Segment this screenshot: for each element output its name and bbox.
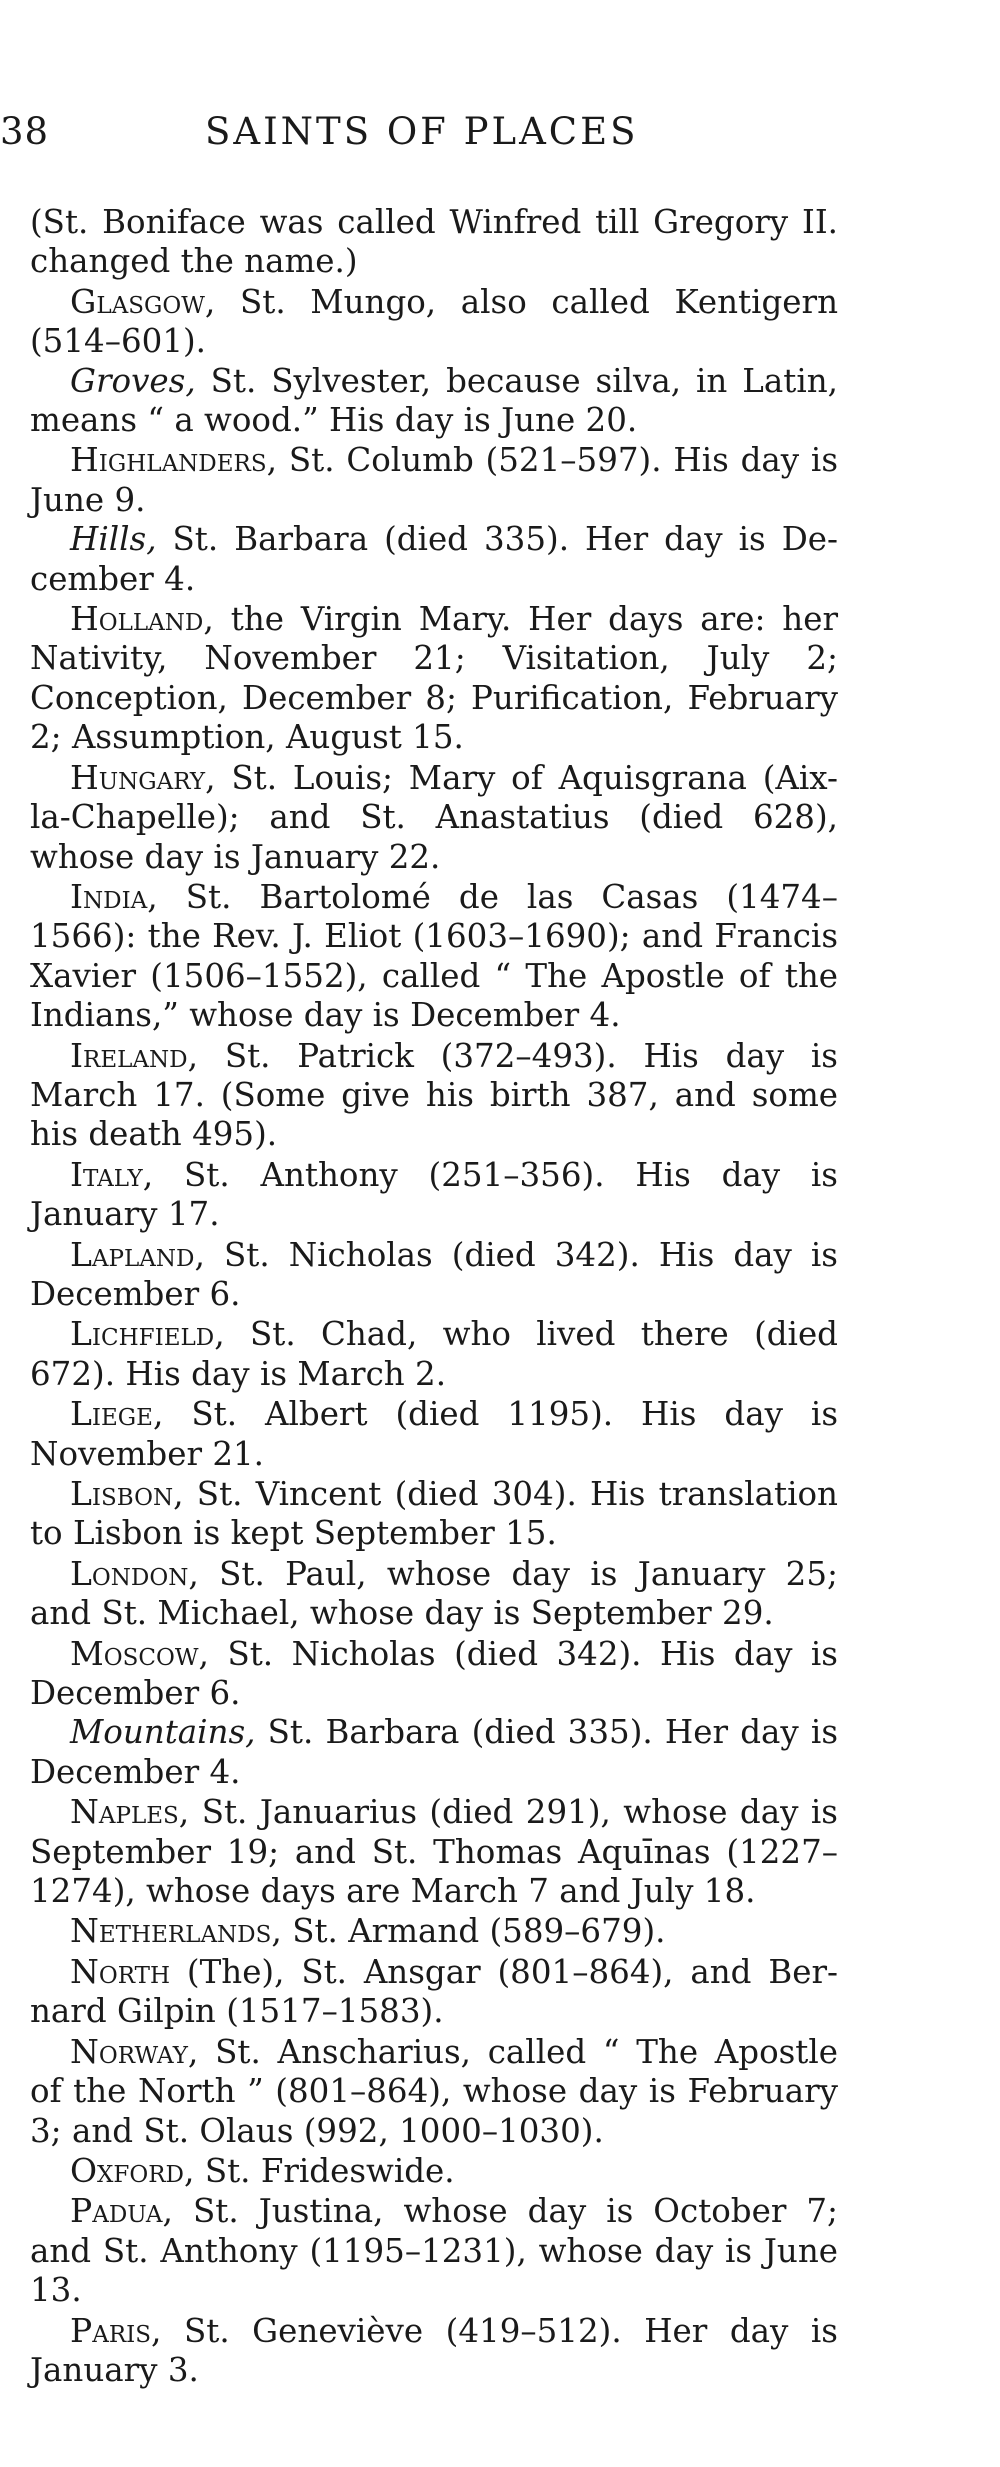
entry <box>30 1554 838 1634</box>
page-header <box>0 110 1000 170</box>
entry <box>30 2191 838 2310</box>
entry-heading: Naples, <box>70 1792 190 1832</box>
entry-heading: Paris, <box>70 2310 162 2350</box>
entry-text: St. Januarius (died 291), whose day is September 19; and St. Thomas Aquīnas (1227–1274), whose days are March 7 and July 18. <box>30 1793 838 1911</box>
entry <box>30 599 838 758</box>
entry-heading: Lisbon, <box>70 1474 184 1513</box>
entry-text: St. Frideswide. <box>194 2151 455 2190</box>
entry-heading: Glasgow, <box>70 281 216 321</box>
entry <box>30 520 838 599</box>
entry-heading: Hills, <box>70 520 157 559</box>
entry-text: (St. Boniface was called Winfred till Gregory II. changed the name.) <box>30 203 838 281</box>
entry-heading: North <box>70 1951 171 1991</box>
entry <box>30 1235 838 1315</box>
entry-heading: Groves, <box>70 361 196 400</box>
entry-text: St. Patrick (372–493). His day is March 17. (Some give his birth 387, and some his death 495). <box>30 1036 838 1154</box>
entry <box>30 203 838 282</box>
entry <box>30 1792 838 1911</box>
entry-text: St. Nicholas (died 342). His day is December 6. <box>30 1235 838 1313</box>
entry-text: St. Anscharius, called “ The Apostle of the North ” (801–864), whose day is February 3; and St. Olaus (992, 1000–1030). <box>30 2032 838 2150</box>
entry-text: St. Louis; Mary of Aquisgrana (Aix-la-Chapelle); and St. Anastatius (died 628), whose day is January 22. <box>30 758 838 876</box>
entry-heading: India, <box>70 876 158 916</box>
entry <box>30 1474 838 1554</box>
entry-heading: Lichfield, <box>70 1314 225 1354</box>
entry <box>30 1036 838 1155</box>
entry-text: St. Chad, who lived there (died 672). His day is March 2. <box>30 1315 838 1393</box>
entry-text: St. Anthony (251–356). His day is January 17. <box>30 1155 838 1234</box>
entry-text: the Virgin Mary. Her days are: her Nativity, November 21; Visitation, July 2; Conception, December 8; Purification, February 2; Assumption, August 15. <box>30 600 838 757</box>
entry-text: St. Armand (589–679). <box>281 1912 666 1951</box>
entry <box>30 362 838 441</box>
entry <box>30 2311 838 2391</box>
body-text <box>30 203 838 2390</box>
entry <box>30 1911 838 1951</box>
entry-heading: London, <box>70 1553 199 1593</box>
entry-heading: Hungary, <box>70 757 216 797</box>
entry <box>30 877 838 1036</box>
entry-heading: Italy, <box>70 1154 154 1194</box>
entry-text: St. Columb (521–597). His day is June 9. <box>30 441 838 519</box>
entry-text: St. Vincent (died 304). His translation to Lisbon is kept September 15. <box>30 1475 838 1553</box>
entry-text: St. Barbara (died 335). Her day is December 4. <box>30 1713 838 1791</box>
entry <box>30 1713 838 1792</box>
entry-heading: Norway, <box>70 2031 199 2071</box>
entry-heading: Highlanders, <box>70 440 278 480</box>
entry-text: St. Paul, whose day is January 25; and St. Michael, whose day is September 29. <box>30 1554 838 1633</box>
entry-heading: Mountains, <box>70 1713 256 1752</box>
entry-text: St. Bartolomé de las Casas (1474–1566): the Rev. J. Eliot (1603–1690); and Francis Xavier (1506–1552), called “ The Apostle of the Indians,” whose day is December 4. <box>30 877 838 1035</box>
entry-heading: Padua, <box>70 2191 174 2231</box>
entry-text: St. Mungo, also called Kentigern (514–601). <box>30 282 838 361</box>
entry-heading: Netherlands, <box>70 1911 282 1951</box>
entry-heading: Moscow, <box>70 1633 209 1673</box>
entry <box>30 2151 838 2191</box>
entry-text: St. Nicholas (died 342). His day is December 6. <box>30 1634 838 1713</box>
entry-heading: Oxford, <box>70 2150 195 2190</box>
running-title: SAINTS OF PLACES <box>205 110 639 153</box>
entry-text: St. Sylvester, because silva, in Latin, means “ a wood.” His day is June 20. <box>30 361 838 440</box>
entry-text: St. Barbara (died 335). Her day is December 4. <box>30 520 838 598</box>
entry <box>30 758 838 877</box>
entry <box>30 2032 838 2151</box>
entry <box>30 1155 838 1235</box>
entry-heading: Liege, <box>70 1394 164 1434</box>
page-number: 38 <box>0 110 50 153</box>
entry <box>30 440 838 520</box>
entry-heading: Lapland, <box>70 1234 205 1274</box>
entry <box>30 1952 838 2032</box>
entry <box>30 1394 838 1474</box>
entry-text: St. Justina, whose day is October 7; and St. Anthony (1195–1231), whose day is June 13. <box>30 2192 838 2310</box>
entry-heading: Ireland, <box>70 1035 199 1075</box>
entry <box>30 1314 838 1394</box>
entry <box>30 1634 838 1714</box>
entry-text: (The), St. Ansgar (801–864), and Bernard Gilpin (1517–1583). <box>30 1952 838 2031</box>
entry-heading: Holland, <box>70 599 214 639</box>
entry-text: St. Geneviève (419–512). Her day is January 3. <box>30 2311 838 2389</box>
entry <box>30 282 838 362</box>
entry-text: St. Albert (died 1195). His day is November 21. <box>30 1395 838 1473</box>
